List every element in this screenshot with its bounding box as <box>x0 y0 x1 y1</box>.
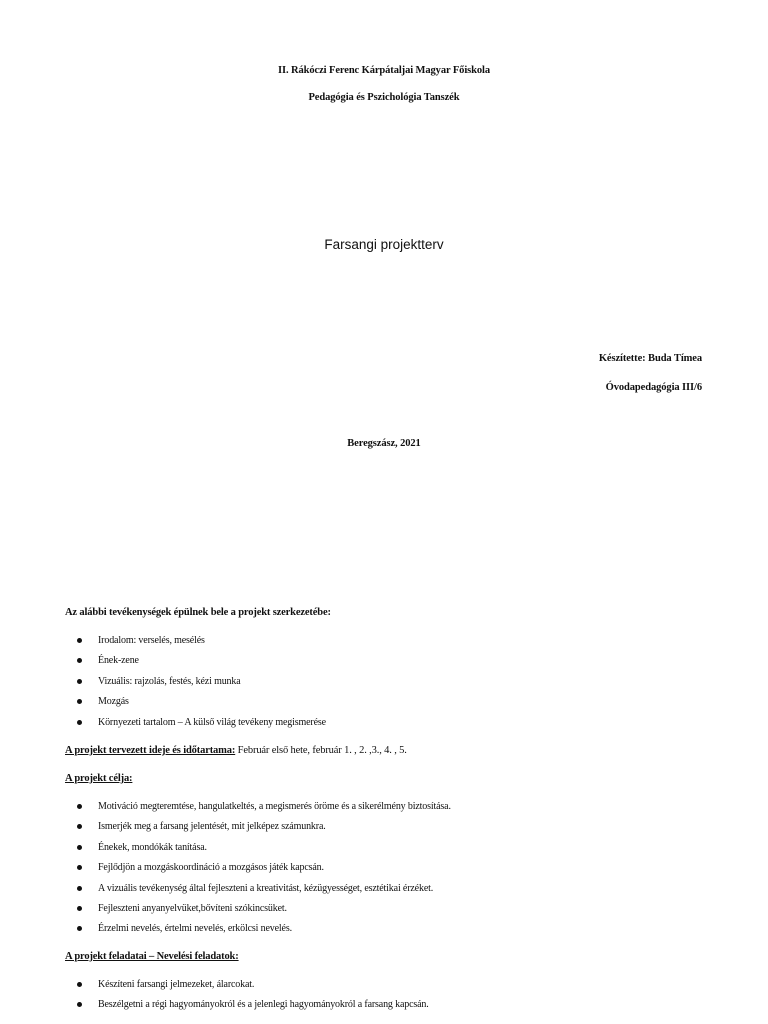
list-item-text: Ének-zene <box>98 655 139 667</box>
place-date: Beregszász, 2021 <box>347 438 421 449</box>
list-item <box>65 841 451 861</box>
list-item <box>65 882 451 902</box>
list-item <box>65 675 326 695</box>
bullet-icon <box>77 824 82 829</box>
list-item <box>65 820 451 840</box>
bullet-icon <box>77 926 82 931</box>
bullet-icon <box>77 886 82 891</box>
tasks-heading: A projekt feladatai – Nevelési feladatok: <box>65 951 239 962</box>
activities-list <box>65 634 326 736</box>
list-item-text: Beszélgetni a régi hagyományokról és a jelenlegi hagyományokról a farsang kapcsán. <box>98 999 429 1011</box>
author-line: Készítette: Buda Tímea <box>598 353 702 364</box>
list-item-text: Fejlődjön a mozgáskoordináció a mozgásos játék kapcsán. <box>98 862 324 874</box>
timeline-label: A projekt tervezett ideje és időtartama: <box>65 745 236 756</box>
list-item <box>65 634 326 654</box>
list-item <box>65 716 326 736</box>
bullet-icon <box>77 982 82 987</box>
goals-list <box>65 800 451 943</box>
list-item-text: Mozgás <box>98 696 129 708</box>
department-name: Pedagógia és Pszichológia Tanszék <box>308 92 460 103</box>
bullet-icon <box>77 638 82 643</box>
list-item-text: Énekek, mondókák tanítása. <box>98 841 207 853</box>
list-item-text: Irodalom: verselés, mesélés <box>98 635 205 646</box>
list-item <box>65 800 451 820</box>
timeline-paragraph <box>65 745 407 756</box>
list-item <box>65 922 451 942</box>
list-item-text: Ismerjék meg a farsang jelentését, mit jelképez számunkra. <box>98 821 326 833</box>
list-item-text: Környezeti tartalom – A külső világ tevékeny megismerése <box>98 716 326 728</box>
list-item-text: A vizuális tevékenység által fejleszteni a kreativitást, kézügyességet, esztétikai érzéket. <box>98 882 434 894</box>
list-item-text: Motiváció megteremtése, hangulatkeltés, a megismerés öröme és a sikerélmény biztosítása. <box>98 801 451 812</box>
bullet-icon <box>77 804 82 809</box>
institution-name: II. Rákóczi Ferenc Kárpátaljai Magyar Főiskola <box>278 65 490 76</box>
list-item <box>65 861 451 881</box>
bullet-icon <box>77 658 82 663</box>
list-item <box>65 998 429 1018</box>
list-item-text: Fejleszteni anyanyelvüket,bővíteni szókincsüket. <box>98 902 287 914</box>
bullet-icon <box>77 845 82 850</box>
list-item-text: Érzelmi nevelés, értelmi nevelés, erkölcsi nevelés. <box>98 923 292 935</box>
list-item <box>65 978 429 998</box>
list-item-text: Vizuális: rajzolás, festés, kézi munka <box>98 675 241 687</box>
bullet-icon <box>77 865 82 870</box>
bullet-icon <box>77 1002 82 1007</box>
list-item <box>65 654 326 674</box>
bullet-icon <box>77 699 82 704</box>
list-item-text: Készíteni farsangi jelmezeket, álarcokat. <box>98 979 255 990</box>
goals-heading: A projekt célja: <box>65 773 133 784</box>
author-group: Óvodapedagógia III/6 <box>605 382 702 393</box>
bullet-icon <box>77 720 82 725</box>
document-title: Farsangi projektterv <box>324 237 444 252</box>
tasks-list <box>65 978 429 1019</box>
activities-heading: Az alábbi tevékenységek épülnek bele a projekt szerkezetébe: <box>65 607 331 618</box>
list-item <box>65 695 326 715</box>
bullet-icon <box>77 906 82 911</box>
list-item <box>65 902 451 922</box>
timeline-text: Február első hete, február 1. , 2. ,3., 4. , 5. <box>235 745 407 756</box>
bullet-icon <box>77 679 82 684</box>
